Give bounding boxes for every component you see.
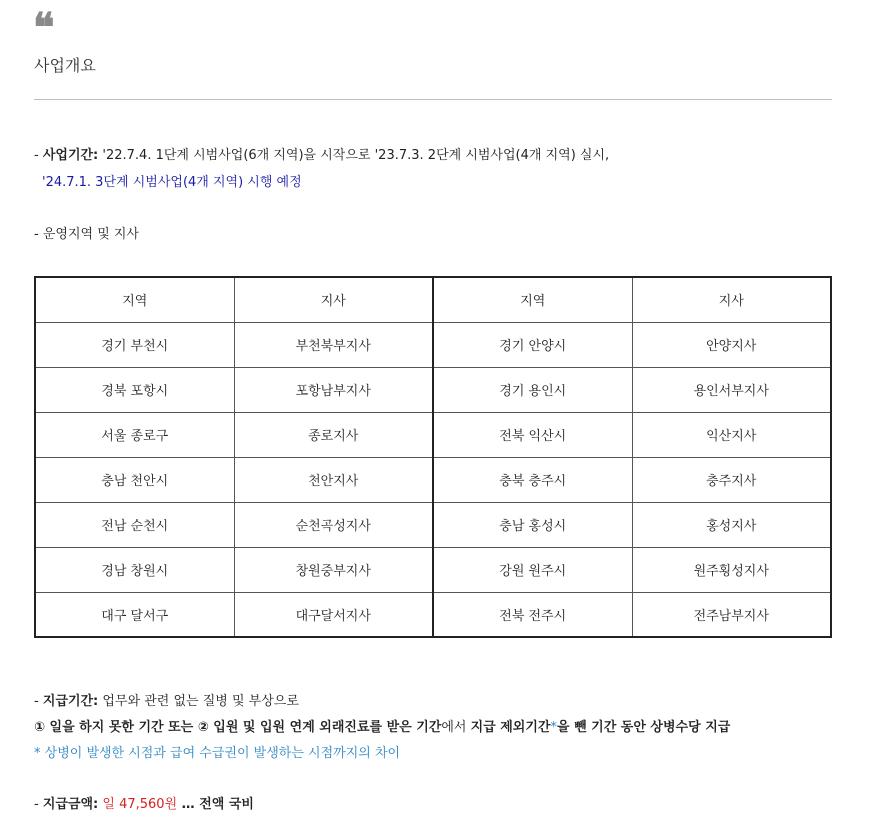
divider	[34, 99, 832, 100]
region-cell: 경남 창원시	[35, 547, 234, 592]
business-period-text: '22.7.4. 1단계 시범사업(6개 지역)을 시작으로 '23.7.3. 2단계 시범사업(4개 지역) 실시,	[98, 148, 610, 163]
region-cell: 충남 홍성시	[433, 502, 632, 547]
payment-period-detail-1: ① 일을 하지 못한 기간 또는 ② 입원 및 입원 연계 외래진료를 받은 기간	[34, 720, 442, 735]
header-region-1: 지역	[35, 277, 234, 322]
branch-cell: 창원중부지사	[234, 547, 433, 592]
region-cell: 경기 안양시	[433, 322, 632, 367]
table-row	[35, 457, 831, 502]
footnote-marker: *	[550, 720, 557, 735]
payment-amount-prefix: -	[34, 797, 43, 812]
branch-cell: 안양지사	[632, 322, 831, 367]
header-branch-1: 지사	[234, 277, 433, 322]
payment-period-detail	[34, 719, 730, 737]
region-cell: 전남 순천시	[35, 502, 234, 547]
branch-cell: 충주지사	[632, 457, 831, 502]
branch-cell: 용인서부지사	[632, 367, 831, 412]
business-period-label: 사업기간:	[42, 148, 99, 163]
region-cell: 대구 달서구	[35, 592, 234, 637]
payment-period-text: 업무와 관련 없는 질병 및 부상으로	[98, 694, 299, 709]
payment-amount-suffix: … 전액 국비	[177, 797, 254, 812]
quote-icon: ❝	[33, 4, 51, 51]
payment-amount-line	[34, 796, 254, 814]
region-cell: 강원 원주시	[433, 547, 632, 592]
branch-cell: 원주횡성지사	[632, 547, 831, 592]
section-title: 사업개요	[34, 56, 96, 75]
table-row	[35, 592, 831, 637]
payment-amount-value: 일 47,560원	[98, 797, 178, 812]
branch-cell: 부천북부지사	[234, 322, 433, 367]
region-cell: 충북 충주시	[433, 457, 632, 502]
header-region-2: 지역	[433, 277, 632, 322]
business-period-continued: '24.7.1. 3단계 시범사업(4개 지역) 시행 예정	[42, 175, 302, 190]
region-cell: 경기 용인시	[433, 367, 632, 412]
business-period-line	[34, 147, 609, 165]
region-cell: 충남 천안시	[35, 457, 234, 502]
table-row	[35, 547, 831, 592]
branch-cell: 천안지사	[234, 457, 433, 502]
region-table	[34, 276, 832, 638]
payment-amount-label: 지급금액:	[42, 797, 99, 812]
payment-period-detail-3: 지급 제외기간	[470, 720, 551, 735]
region-cell: 경기 부천시	[35, 322, 234, 367]
table-header-row	[35, 277, 831, 322]
branch-cell: 전주남부지사	[632, 592, 831, 637]
table-row	[35, 502, 831, 547]
footnote: * 상병이 발생한 시점과 급여 수급권이 발생하는 시점까지의 차이	[34, 746, 401, 761]
branch-cell: 대구달서지사	[234, 592, 433, 637]
payment-period-label: 지급기간:	[42, 694, 99, 709]
branch-cell: 포항남부지사	[234, 367, 433, 412]
region-cell: 전북 익산시	[433, 412, 632, 457]
table-row	[35, 412, 831, 457]
payment-period-detail-4: 을 뺀 기간 동안 상병수당 지급	[556, 720, 731, 735]
branch-cell: 익산지사	[632, 412, 831, 457]
region-cell: 서울 종로구	[35, 412, 234, 457]
payment-period-line	[34, 693, 299, 711]
branch-cell: 순천곡성지사	[234, 502, 433, 547]
region-cell: 경북 포항시	[35, 367, 234, 412]
branch-cell: 홍성지사	[632, 502, 831, 547]
header-branch-2: 지사	[632, 277, 831, 322]
table-row	[35, 322, 831, 367]
region-heading: - 운영지역 및 지사	[34, 227, 139, 242]
payment-period-detail-2: 에서	[441, 720, 471, 735]
payment-period-prefix: -	[34, 694, 43, 709]
business-period-prefix: -	[34, 148, 43, 163]
region-cell: 전북 전주시	[433, 592, 632, 637]
branch-cell: 종로지사	[234, 412, 433, 457]
table-row	[35, 367, 831, 412]
